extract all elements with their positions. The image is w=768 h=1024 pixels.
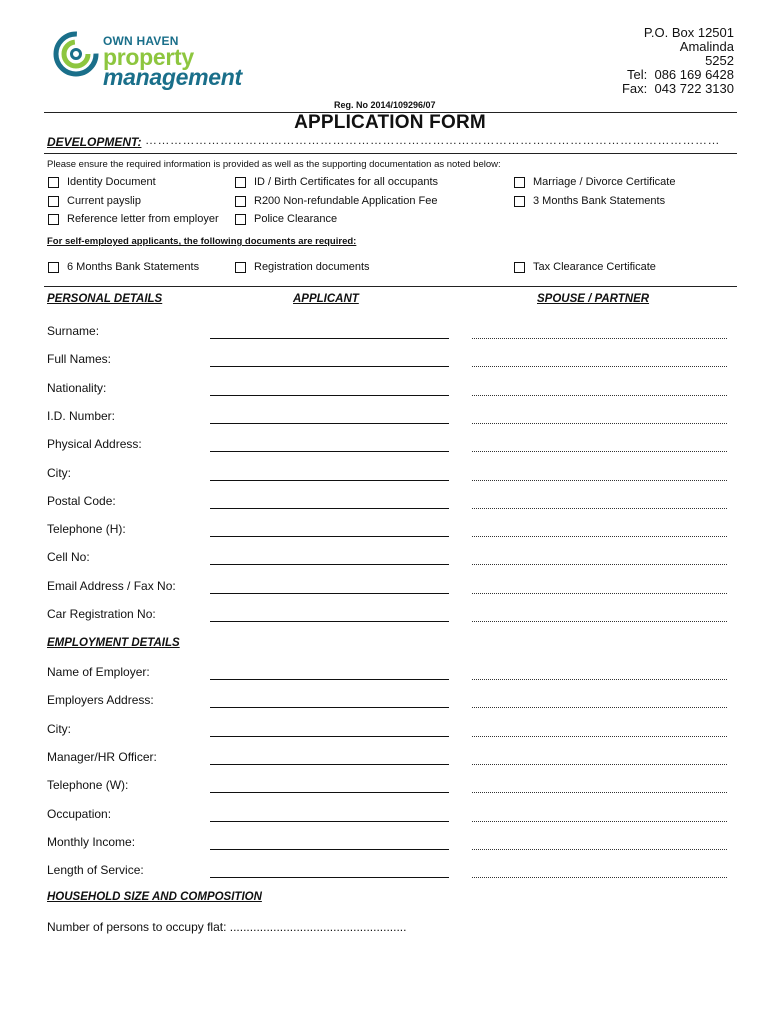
employment-applicant-input[interactable] bbox=[210, 707, 449, 708]
checkbox-label: Registration documents bbox=[254, 261, 370, 273]
employment-field-label: Manager/HR Officer: bbox=[47, 749, 157, 764]
personal-field-label: I.D. Number: bbox=[47, 408, 116, 423]
tel-label: Tel: bbox=[627, 67, 648, 82]
employment-spouse-input[interactable] bbox=[472, 821, 727, 822]
employment-field-label: Occupation: bbox=[47, 806, 112, 821]
personal-applicant-input[interactable] bbox=[210, 366, 449, 367]
checkbox-tax-clearance[interactable] bbox=[514, 261, 656, 273]
personal-details-heading: PERSONAL DETAILS bbox=[47, 293, 163, 305]
checkbox-label: Identity Document bbox=[67, 176, 156, 188]
personal-rule bbox=[44, 286, 737, 287]
development-label-text: DEVELOPMENT bbox=[47, 135, 138, 149]
checkbox-label: Current payslip bbox=[67, 195, 141, 207]
employment-spouse-input[interactable] bbox=[472, 877, 727, 878]
checkbox-icon[interactable] bbox=[48, 262, 59, 273]
employment-applicant-input[interactable] bbox=[210, 849, 449, 850]
checkbox-icon[interactable] bbox=[514, 262, 525, 273]
employment-applicant-input[interactable] bbox=[210, 764, 449, 765]
employment-applicant-input[interactable] bbox=[210, 792, 449, 793]
address-fax bbox=[622, 82, 734, 96]
personal-spouse-input[interactable] bbox=[472, 508, 727, 509]
checkbox-icon[interactable] bbox=[48, 196, 59, 207]
employment-spouse-input[interactable] bbox=[472, 764, 727, 765]
employment-spouse-input[interactable] bbox=[472, 849, 727, 850]
registration-number: Reg. No 2014/109296/07 bbox=[334, 100, 436, 110]
employment-field-label: Length of Service: bbox=[47, 863, 144, 878]
logo-own-haven: OWN HAVEN bbox=[103, 34, 179, 48]
personal-applicant-input[interactable] bbox=[210, 564, 449, 565]
employment-field-label: Telephone (W): bbox=[47, 778, 129, 793]
personal-field-label: Surname: bbox=[47, 324, 100, 338]
personal-field-label: Cell No: bbox=[47, 550, 90, 565]
personal-spouse-input[interactable] bbox=[472, 451, 727, 452]
checkbox-birth-certificates[interactable] bbox=[235, 176, 438, 188]
personal-applicant-input[interactable] bbox=[210, 395, 449, 396]
logo-swirl-icon bbox=[52, 28, 104, 80]
development-colon: : bbox=[137, 135, 142, 149]
spouse-partner-heading: SPOUSE / PARTNER bbox=[537, 293, 650, 305]
personal-spouse-input[interactable] bbox=[472, 338, 727, 339]
personal-spouse-input[interactable] bbox=[472, 366, 727, 367]
checkbox-label: 6 Months Bank Statements bbox=[67, 261, 200, 273]
personal-spouse-input[interactable] bbox=[472, 423, 727, 424]
personal-applicant-input[interactable] bbox=[210, 621, 449, 622]
personal-spouse-input[interactable] bbox=[472, 536, 727, 537]
persons-field[interactable]: ..................................................... bbox=[229, 920, 407, 934]
checkbox-icon[interactable] bbox=[514, 177, 525, 188]
development-field[interactable]: ………………………………………………………………………………………………………………………… bbox=[145, 133, 720, 147]
employment-field-label: City: bbox=[47, 721, 71, 736]
checkbox-label: ID / Birth Certificates for all occupants bbox=[254, 176, 439, 188]
address-po-box: P.O. Box 12501 bbox=[643, 25, 734, 40]
personal-spouse-input[interactable] bbox=[472, 395, 727, 396]
personal-field-label: City: bbox=[47, 465, 71, 480]
personal-applicant-input[interactable] bbox=[210, 593, 449, 594]
company-address bbox=[622, 26, 734, 96]
employment-applicant-input[interactable] bbox=[210, 821, 449, 822]
checkbox-icon[interactable] bbox=[235, 214, 246, 225]
development-rule bbox=[44, 153, 737, 154]
employment-spouse-input[interactable] bbox=[472, 707, 727, 708]
address-code: 5252 bbox=[705, 53, 734, 68]
employment-field-label: Monthly Income: bbox=[47, 834, 136, 849]
employment-applicant-input[interactable] bbox=[210, 877, 449, 878]
employment-spouse-input[interactable] bbox=[472, 679, 727, 680]
logo-property: property bbox=[103, 44, 194, 70]
persons-label: Number of persons to occupy flat: bbox=[47, 920, 227, 934]
fax-number: 043 722 3130 bbox=[654, 81, 734, 96]
checkbox-label: Marriage / Divorce Certificate bbox=[533, 176, 676, 188]
checkbox-bank-statements-6[interactable] bbox=[48, 261, 199, 273]
employment-applicant-input[interactable] bbox=[210, 679, 449, 680]
personal-field-label: Telephone (H): bbox=[47, 522, 126, 537]
address-suburb: Amalinda bbox=[679, 39, 734, 54]
checkbox-current-payslip[interactable] bbox=[48, 195, 141, 207]
checkbox-registration-documents[interactable] bbox=[235, 261, 370, 273]
company-logo bbox=[48, 22, 288, 92]
employment-spouse-input[interactable] bbox=[472, 736, 727, 737]
personal-field-label: Full Names: bbox=[47, 352, 112, 367]
address-tel bbox=[622, 68, 734, 82]
form-title: APPLICATION FORM bbox=[294, 112, 486, 133]
personal-applicant-input[interactable] bbox=[210, 536, 449, 537]
checkbox-label: Police Clearance bbox=[254, 213, 338, 225]
personal-field-label: Postal Code: bbox=[47, 493, 116, 508]
checkbox-label: Reference letter from employer bbox=[67, 213, 219, 225]
checkbox-marriage-certificate[interactable] bbox=[514, 176, 675, 188]
checkbox-bank-statements-3[interactable] bbox=[514, 195, 665, 207]
logo-management: management bbox=[103, 64, 242, 90]
personal-spouse-input[interactable] bbox=[472, 480, 727, 481]
personal-spouse-input[interactable] bbox=[472, 593, 727, 594]
checkbox-identity-document[interactable] bbox=[48, 176, 156, 188]
personal-field-label: Physical Address: bbox=[47, 437, 142, 452]
personal-applicant-input[interactable] bbox=[210, 338, 449, 339]
checkbox-police-clearance[interactable] bbox=[235, 213, 337, 225]
checkbox-icon[interactable] bbox=[235, 177, 246, 188]
personal-applicant-input[interactable] bbox=[210, 508, 449, 509]
checkbox-icon[interactable] bbox=[235, 196, 246, 207]
applicant-heading: APPLICANT bbox=[293, 293, 359, 305]
persons-to-occupy bbox=[47, 920, 406, 934]
self-employed-heading: For self-employed applicants, the following documents are required: bbox=[47, 236, 357, 247]
employment-applicant-input[interactable] bbox=[210, 736, 449, 737]
tel-number: 086 169 6428 bbox=[654, 67, 734, 82]
employment-field-label: Name of Employer: bbox=[47, 665, 150, 679]
fax-label: Fax: bbox=[621, 81, 648, 96]
checkbox-application-fee[interactable] bbox=[235, 195, 437, 207]
checkbox-label: 3 Months Bank Statements bbox=[533, 195, 666, 207]
checkbox-label: Tax Clearance Certificate bbox=[533, 261, 656, 273]
employment-spouse-input[interactable] bbox=[472, 792, 727, 793]
personal-applicant-input[interactable] bbox=[210, 451, 449, 452]
checkbox-icon[interactable] bbox=[514, 196, 525, 207]
checkbox-icon[interactable] bbox=[235, 262, 246, 273]
employment-field-label: Employers Address: bbox=[47, 693, 154, 708]
checkbox-reference-letter[interactable] bbox=[48, 213, 219, 225]
checkbox-icon[interactable] bbox=[48, 214, 59, 225]
checkbox-label: R200 Non-refundable Application Fee bbox=[254, 195, 438, 207]
documents-instruction: Please ensure the required information is provided as well as the supporting documentation as noted below: bbox=[47, 159, 501, 170]
personal-field-label: Nationality: bbox=[47, 380, 107, 395]
personal-spouse-input[interactable] bbox=[472, 564, 727, 565]
development-label bbox=[47, 135, 141, 149]
household-heading: HOUSEHOLD SIZE AND COMPOSITION bbox=[47, 891, 262, 903]
employment-details-heading: EMPLOYMENT DETAILS bbox=[47, 637, 180, 649]
personal-applicant-input[interactable] bbox=[210, 423, 449, 424]
checkbox-icon[interactable] bbox=[48, 177, 59, 188]
personal-field-label: Car Registration No: bbox=[47, 607, 156, 621]
personal-applicant-input[interactable] bbox=[210, 480, 449, 481]
personal-spouse-input[interactable] bbox=[472, 621, 727, 622]
personal-field-label: Email Address / Fax No: bbox=[47, 578, 176, 593]
